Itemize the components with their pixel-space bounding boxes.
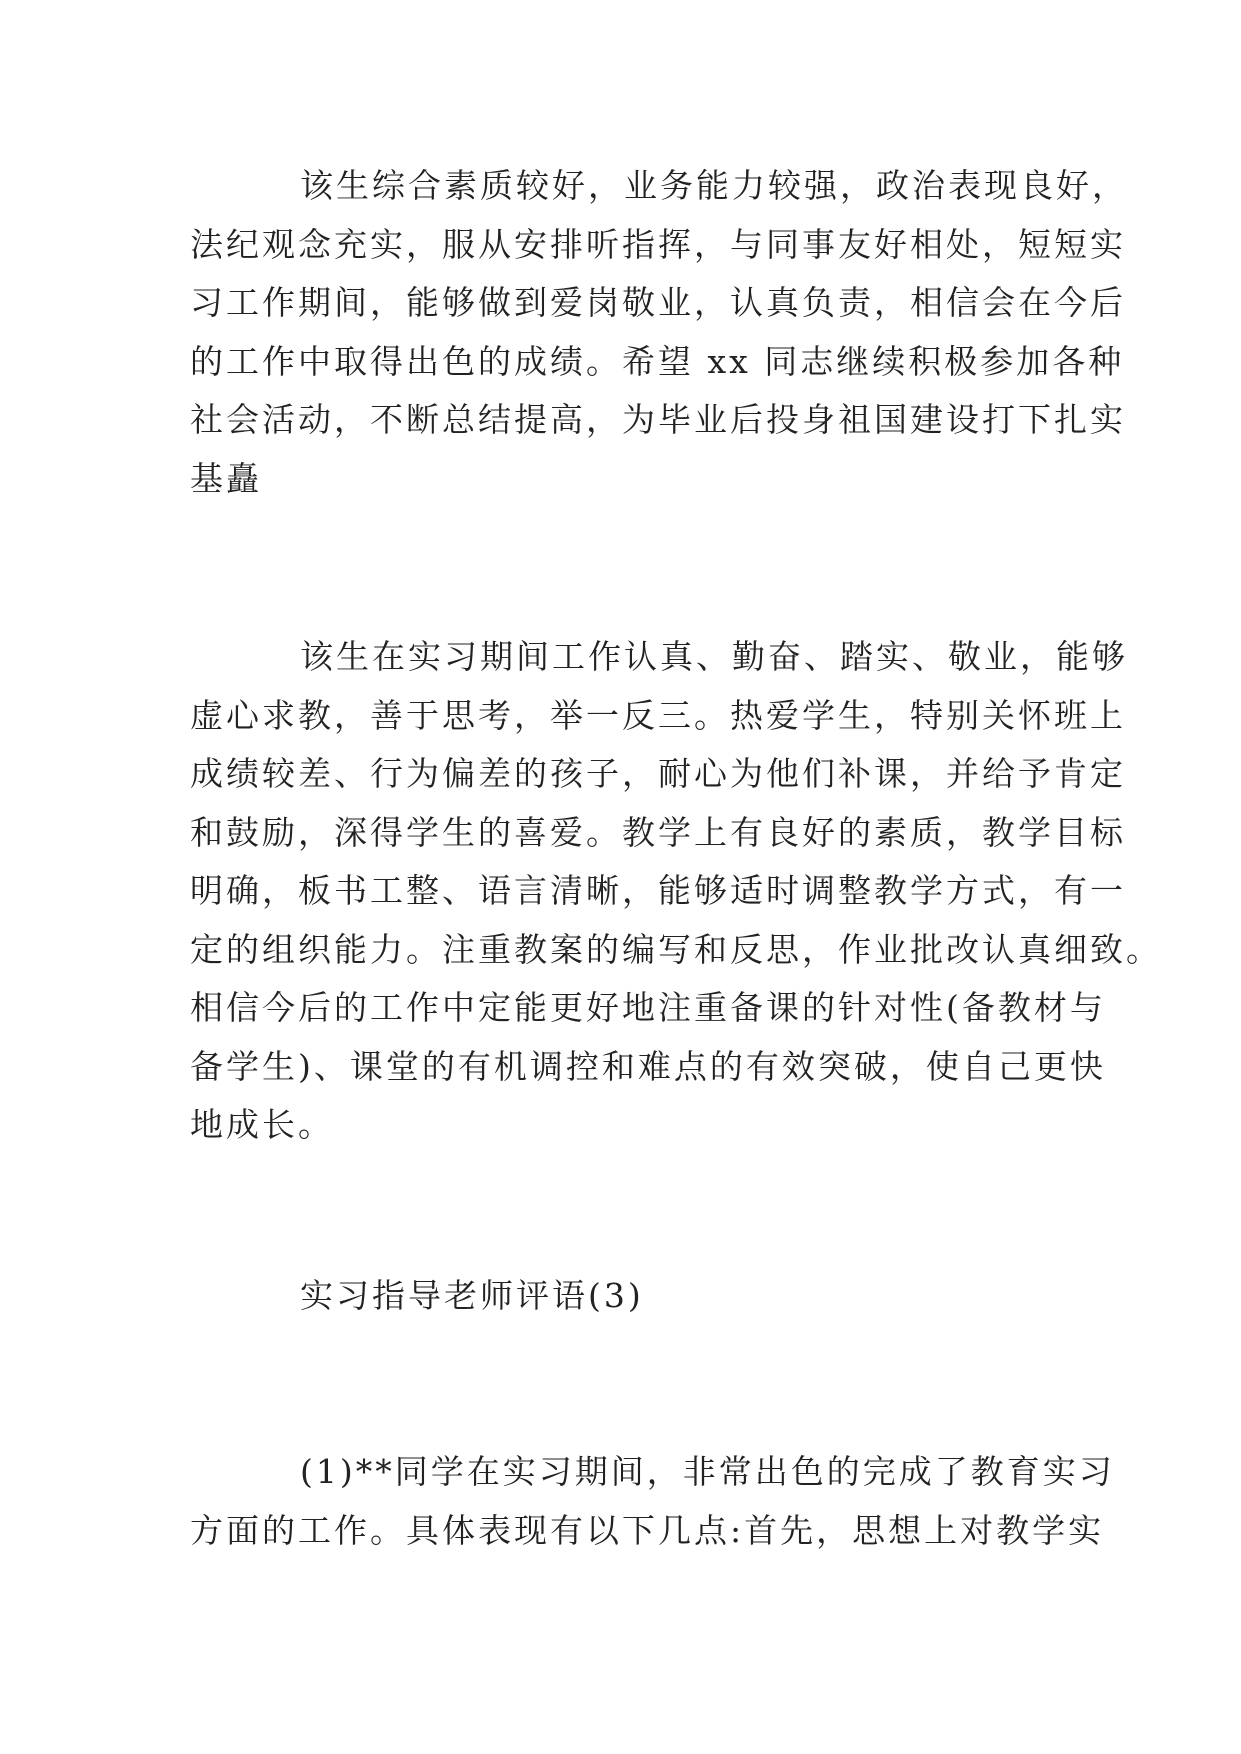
text-line: 定的组织能力。注重教案的编写和反思，作业批改认真细致。 (190, 929, 1162, 969)
text-line: 基矗 (190, 458, 262, 498)
evaluation-paragraph-1 (190, 157, 1128, 508)
heading-text: 实习指导老师评语(3) (300, 1276, 644, 1315)
text-line: 该生综合素质较好，业务能力较强，政治表现良好， (300, 166, 1128, 205)
text-line: 地成长。 (190, 1105, 334, 1144)
text-line: 方面的工作。具体表现有以下几点:首先，思想上对教学实 (190, 1510, 1105, 1550)
text-line: 备学生)、课堂的有机调控和难点的有效突破，使自己更快 (190, 1046, 1106, 1086)
text-line: (1)**同学在实习期间，非常出色的完成了教育实习 (300, 1452, 1115, 1491)
evaluation-paragraph-3 (190, 1443, 1115, 1560)
text-line: 成绩较差、行为偏差的孩子，耐心为他们补课，并给予肯定 (190, 754, 1126, 793)
text-line: 虚心求教，善于思考，举一反三。热爱学生，特别关怀班上 (190, 695, 1126, 735)
text-line: 的工作中取得出色的成绩。希望 xx 同志继续积极参加各种 (190, 341, 1125, 381)
evaluation-paragraph-2 (190, 628, 1162, 1155)
text-line: 明确，板书工整、语言清晰，能够适时调整教学方式，有一 (190, 871, 1126, 910)
section-heading (190, 1267, 1060, 1326)
text-line: 和鼓励，深得学生的喜爱。教学上有良好的素质，教学目标 (190, 812, 1126, 852)
text-line: 习工作期间，能够做到爱岗敬业，认真负责，相信会在今后 (190, 283, 1126, 322)
text-line: 该生在实习期间工作认真、勤奋、踏实、敬业，能够 (300, 637, 1128, 676)
text-line: 社会活动，不断总结提高，为毕业后投身祖国建设打下扎实 (190, 400, 1126, 439)
text-line: 相信今后的工作中定能更好地注重备课的针对性(备教材与 (190, 988, 1106, 1027)
text-line: 法纪观念充实，服从安排听指挥，与同事友好相处，短短实 (190, 224, 1126, 264)
